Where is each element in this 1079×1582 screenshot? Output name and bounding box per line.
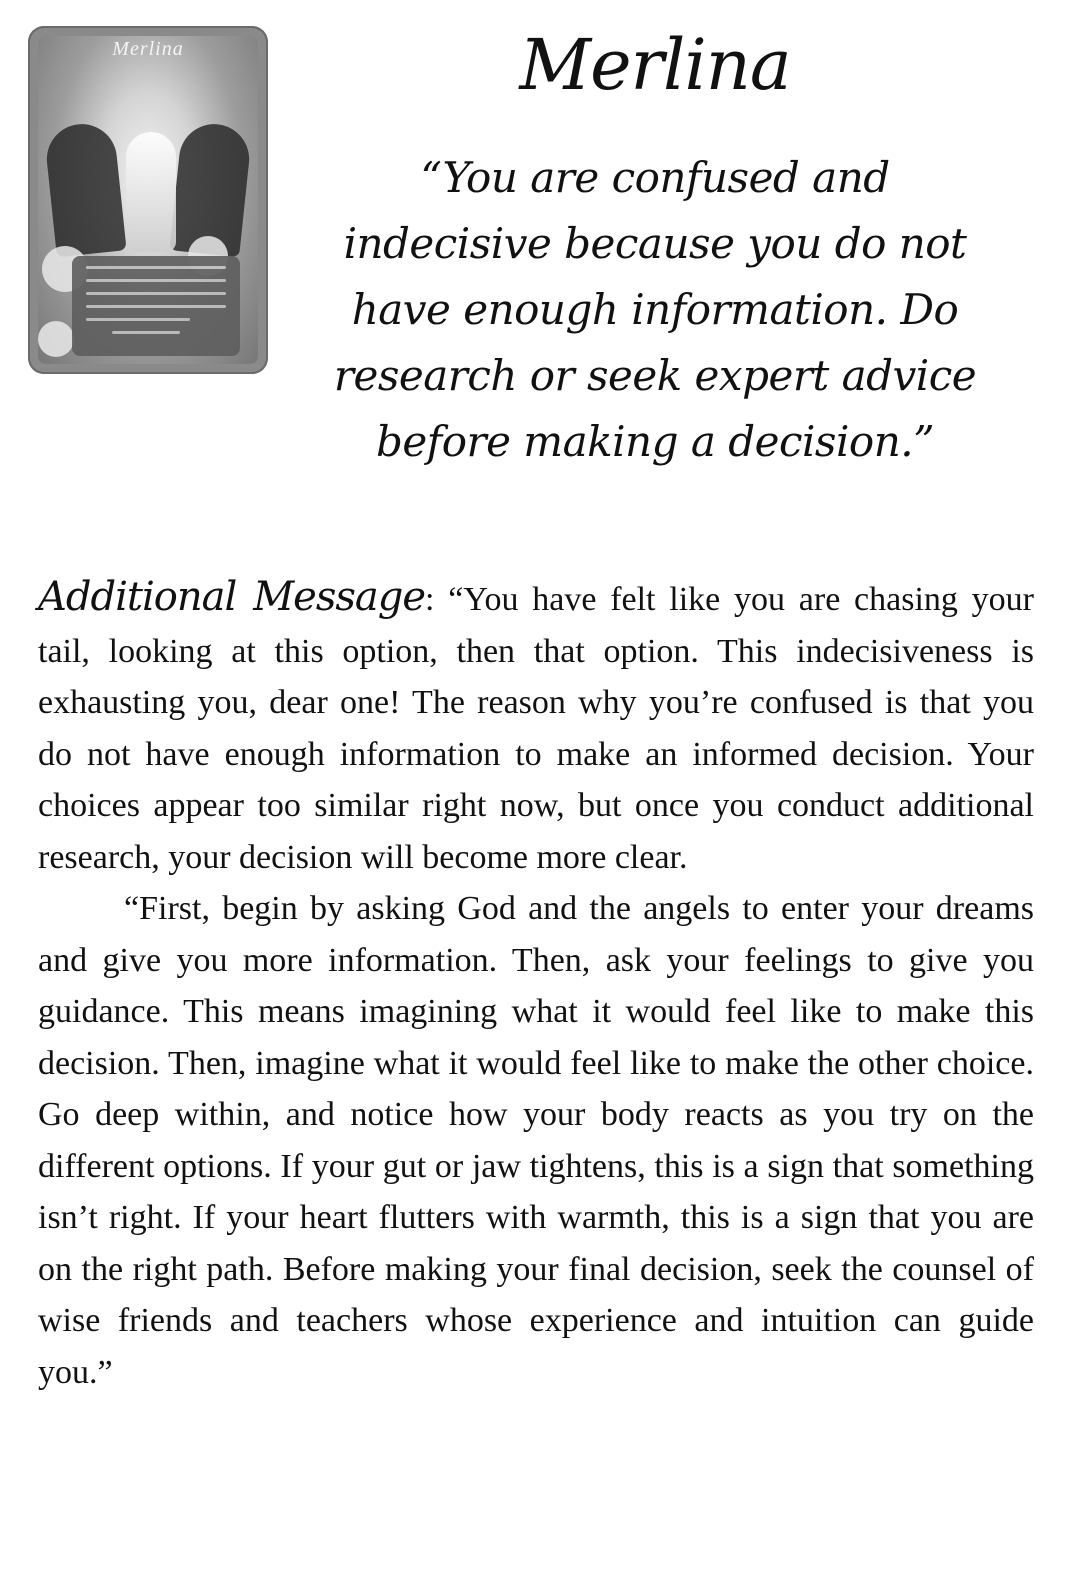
card-artwork: [38, 36, 258, 364]
card-arch-left: [43, 121, 126, 258]
label-separator: :: [425, 581, 449, 618]
card-text-panel: [72, 256, 240, 356]
paragraph-1-text: “You have felt like you are chasing your tail, looking at this option, then that option. This indecisiveness is exhausting you, dear one! The reason why you’re confused is that you do not have enough information to make an informed decision. Your choices appear too similar right now, but once you conduct additional research, your decision will become more clear.: [38, 581, 1034, 876]
additional-message: [38, 572, 1034, 1398]
card-title: Merlina: [112, 38, 184, 60]
oracle-card-image: [28, 26, 268, 374]
card-angel-figure: [126, 132, 176, 252]
paragraph-1: [38, 572, 1034, 883]
additional-message-label: Additional Message: [38, 574, 426, 620]
card-quote: “You are confused and indecisive because you do not have enough information. Do research or seek expert advice before making a decision.”: [333, 153, 977, 466]
page-title: Merlina: [519, 24, 791, 106]
card-flower: [38, 321, 74, 357]
paragraph-2: “First, begin by asking God and the angels to enter your dreams and give you more information. Then, ask your feelings to give you guidance. This means imagining what it would feel like to make this decision. Then, imagine what it would feel like to make the other choice. Go deep within, and notice how your body reacts as you try on the different options. If your gut or jaw tightens, this is a sign that something isn’t right. If your heart flutters with warmth, this is a sign that you are on the right path. Before making your final decision, seek the counsel of wise friends and teachers whose experience and intuition can guide you.”: [38, 890, 1034, 1391]
